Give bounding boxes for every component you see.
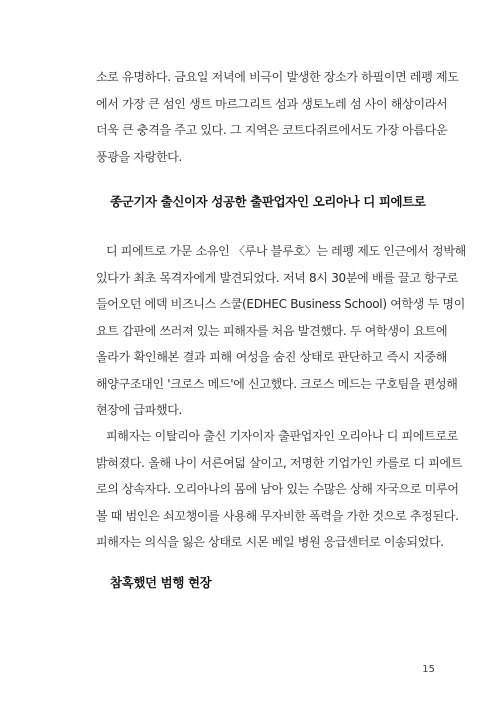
paragraph-1-line-3: 더욱 큰 충격을 주고 있다. 그 지역은 코트다쥐르에서도 가장 아름다운: [96, 123, 448, 137]
paragraph-1: [96, 64, 459, 170]
paragraph-2-line-3: 들어오던 에덱 비즈니스 스쿨(EDHEC Business School) 여학생 두 명이: [96, 297, 465, 311]
section-heading-2: 참혹했던 범행 현장: [110, 575, 212, 590]
paragraph-3-line-1: 피해자는 이탈리아 출신 기자이자 출판업자인 오리아나 디 피에트로로: [106, 429, 459, 443]
paragraph-3: [96, 423, 463, 556]
paragraph-3-line-3: 로의 상속자다. 오리아나의 몸에 남아 있는 수많은 상해 자국으로 미루어: [96, 482, 459, 496]
paragraph-3-line-5: 피해자는 의식을 잃은 상태로 시몬 베일 병원 응급센터로 이송되었다.: [96, 535, 444, 549]
paragraph-2: [96, 238, 466, 424]
paragraph-2-line-4: 요트 갑판에 쓰러져 있는 피해자를 처음 발견했다. 두 여학생이 요트에: [96, 323, 448, 338]
paragraph-1-line-1: 소로 유명하다. 금요일 저녁에 비극이 발생한 장소가 하필이면 레펭 제도: [96, 70, 459, 84]
paragraph-2-line-2: 있다가 최초 목격자에게 발견되었다. 저녁 8시 30분에 배를 끌고 항구로: [96, 270, 459, 285]
paragraph-1-line-2: 에서 가장 큰 섬인 생트 마르그리트 섬과 생토노레 섬 사이 해상이라서: [96, 96, 448, 111]
paragraph-2-line-6: 해양구조대인 '크로스 메드'에 신고했다. 크로스 메드는 구호팀을 편성해: [96, 376, 458, 391]
paragraph-2-line-5: 올라가 확인해본 결과 피해 여성을 숨진 상태로 판단하고 즉시 지중해: [96, 350, 447, 364]
page-number: 15: [422, 664, 435, 675]
paragraph-3-line-2: 밝혀졌다. 올해 나이 서른여덟 살이고, 저명한 기업가인 카를로 디 피에트: [96, 455, 463, 470]
paragraph-2-line-7: 현장에 급파했다.: [96, 403, 183, 417]
paragraph-2-line-1: 디 피에트로 가문 소유인 〈루나 블루호〉는 레펭 제도 인근에서 정박해: [106, 244, 466, 258]
section-heading-1: 종군기자 출신이자 성공한 출판업자인 오리아나 디 피에트로: [110, 194, 426, 209]
paragraph-1-line-4: 풍광을 자랑한다.: [96, 149, 183, 164]
paragraph-3-line-4: 볼 때 범인은 쇠꼬챙이를 사용해 무자비한 폭력을 가한 것으로 추정된다.: [96, 508, 459, 523]
